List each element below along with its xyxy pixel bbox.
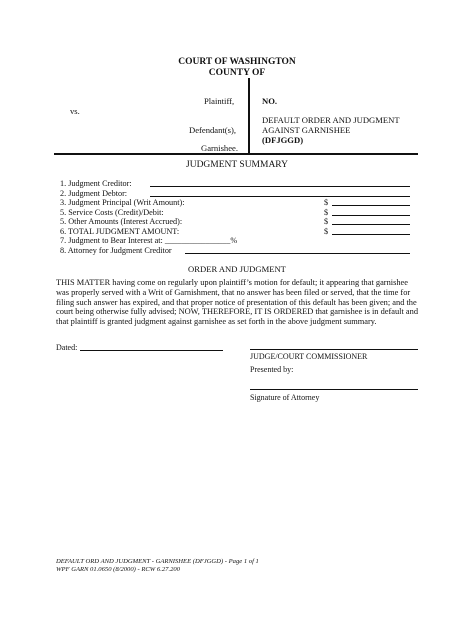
presented-by-label: Presented by: [250, 365, 294, 374]
caption-divider-horizontal [54, 153, 418, 155]
footer-line1: DEFAULT ORD AND JUDGMENT - GARNISHEE (DFJGGD) - Page 1 of 1 [56, 558, 259, 565]
total-amount-line[interactable] [332, 234, 410, 235]
vs-label: vs. [70, 106, 80, 116]
summary-row-total-judgment: 6. TOTAL JUDGMENT AMOUNT: [60, 227, 180, 236]
court-county: COUNTY OF [208, 68, 266, 78]
plaintiff-label: Plaintiff, [204, 96, 235, 106]
summary-row-judgment-debtor: 2. Judgment Debtor: [60, 189, 128, 198]
summary-row-other-amounts: 5. Other Amounts (Interest Accrued): [60, 217, 183, 226]
attorney-signature-line[interactable] [250, 389, 418, 390]
judgment-creditor-line[interactable] [150, 186, 410, 187]
dated-label: Dated: [56, 343, 78, 352]
principal-dollar-sign: $ [324, 198, 329, 207]
summary-row-interest-rate: 7. Judgment to Bear Interest at: ________________% [60, 236, 238, 245]
document-title-line1: DEFAULT ORDER AND JUDGMENT [262, 115, 400, 125]
attorney-signature-label: Signature of Attorney [250, 393, 320, 402]
other-amounts-dollar-sign: $ [324, 217, 329, 226]
court-name: COURT OF WASHINGTON [178, 57, 296, 67]
other-amounts-amount-line[interactable] [332, 224, 410, 225]
judge-signature-line[interactable] [250, 349, 418, 350]
order-paragraph: THIS MATTER having come on regularly upon plaintiff’s motion for default; it appearing that garnishee was properly served with a Writ of Garnishment, that no answer has been filed or served, that the time for filing such answer has expired, and that proper notice of presentation of this default has been given; and the court being otherwise fully advised; NOW, THEREFORE, IT IS ORDERED that garnishee is in default and that plaintiff is granted judgment against garnishee as set forth in the above judgment summary. [56, 278, 419, 327]
summary-row-service-costs: 5. Service Costs (Credit)/Debit: [60, 208, 164, 217]
service-costs-amount-line[interactable] [332, 215, 410, 216]
document-title-line2: AGAINST GARNISHEE [262, 125, 351, 135]
document-code: (DFJGGD) [262, 135, 304, 145]
judge-label: JUDGE/COURT COMMISSIONER [250, 352, 368, 361]
summary-row-attorney: 8. Attorney for Judgment Creditor [60, 246, 172, 255]
defendant-label: Defendant(s), [189, 125, 237, 135]
attorney-line[interactable] [185, 253, 410, 254]
service-costs-dollar-sign: $ [324, 208, 329, 217]
principal-amount-line[interactable] [332, 205, 410, 206]
garnishee-label: Garnishee. [201, 143, 238, 153]
dated-line[interactable] [80, 350, 223, 351]
summary-row-judgment-creditor: 1. Judgment Creditor: [60, 179, 132, 188]
judgment-debtor-line[interactable] [150, 196, 410, 197]
total-dollar-sign: $ [324, 227, 329, 236]
judgment-summary-title: JUDGMENT SUMMARY [186, 160, 288, 170]
footer-line2: WPF GARN 01.0650 (8/2000) - RCW 6.27.200 [56, 566, 180, 573]
summary-row-judgment-principal: 3. Judgment Principal (Writ Amount): [60, 198, 185, 207]
case-number-label: NO. [262, 96, 278, 106]
caption-divider-vertical [248, 78, 250, 154]
order-title: ORDER AND JUDGMENT [188, 264, 286, 274]
